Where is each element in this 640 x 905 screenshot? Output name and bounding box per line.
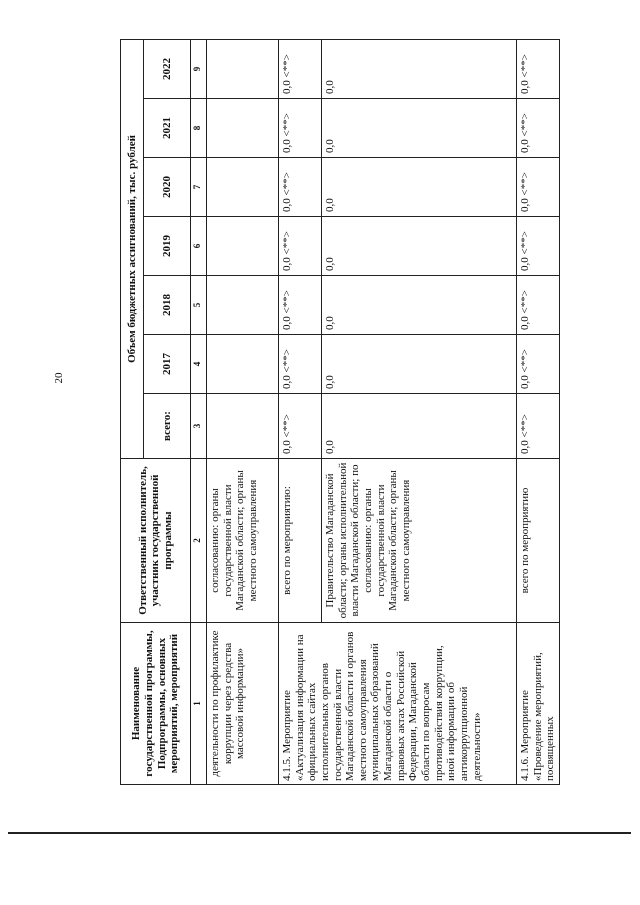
value-cell <box>207 158 279 217</box>
value-cell: 0,0 <**> <box>279 276 322 335</box>
bottom-rule <box>8 832 631 834</box>
column-number: 8 <box>191 99 207 158</box>
value-cell <box>207 39 279 98</box>
table-row <box>207 39 279 784</box>
header-year: 2018 <box>144 276 191 335</box>
row-responsible: всего по мероприятию <box>517 459 560 623</box>
value-cell: 0,0 <box>322 276 517 335</box>
row-name: 4.1.6. Мероприятие «Проведение мероприятий, посвященных <box>517 623 560 785</box>
column-number: 7 <box>191 158 207 217</box>
header-responsible: Ответственный исполнитель, участник государственной программы <box>121 459 191 623</box>
row-responsible: согласованию: органы государственной власти Магаданской области; органы местного самоуправления <box>207 459 279 623</box>
column-number: 6 <box>191 217 207 276</box>
header-year: 2017 <box>144 335 191 394</box>
value-cell <box>207 394 279 459</box>
value-cell <box>207 217 279 276</box>
row-name: 4.1.5. Мероприятие «Актуализация информации на официальных сайтах исполнительных органов государственной власти Магаданской области и органов местного самоуправления муниципальных образований Магаданской области о правовых актах Российской Федерации, Магаданской области по вопросам противодействия коррупции, иной информации об антикоррупционной деятельности» <box>279 623 517 785</box>
table-row <box>279 39 322 784</box>
row-responsible: Правительство Магаданской области; органы исполнительной власти Магаданской области; по согласованию: органы государственной власти Магаданской области; органы местного самоуправления <box>322 459 517 623</box>
row-responsible: всего по мероприятию: <box>279 459 322 623</box>
header-row-top <box>121 39 144 784</box>
value-cell: 0,0 <**> <box>279 217 322 276</box>
value-cell: 0,0 <**> <box>279 335 322 394</box>
header-budget: Объем бюджетных ассигнований, тыс. рублей <box>121 39 144 458</box>
value-cell: 0,0 <**> <box>517 158 560 217</box>
value-cell: 0,0 <**> <box>517 335 560 394</box>
column-number: 3 <box>191 394 207 459</box>
value-cell: 0,0 <**> <box>279 158 322 217</box>
column-number: 1 <box>191 623 207 785</box>
header-year: 2019 <box>144 217 191 276</box>
value-cell <box>207 335 279 394</box>
value-cell <box>207 99 279 158</box>
column-number: 5 <box>191 276 207 335</box>
value-cell: 0,0 <**> <box>279 99 322 158</box>
value-cell: 0,0 <box>322 158 517 217</box>
column-number: 4 <box>191 335 207 394</box>
value-cell: 0,0 <**> <box>517 39 560 98</box>
value-cell: 0,0 <**> <box>279 394 322 459</box>
column-number: 2 <box>191 459 207 623</box>
column-number-row <box>191 39 207 784</box>
header-year: 2020 <box>144 158 191 217</box>
value-cell: 0,0 <**> <box>517 99 560 158</box>
header-year: 2021 <box>144 99 191 158</box>
value-cell: 0,0 <**> <box>517 276 560 335</box>
row-name: деятельности по профилактике коррупции через средства массовой информации» <box>207 623 279 785</box>
column-number: 9 <box>191 39 207 98</box>
budget-table-sheet <box>120 40 557 785</box>
header-total: всего: <box>144 394 191 459</box>
value-cell: 0,0 <**> <box>517 217 560 276</box>
budget-table <box>120 39 560 785</box>
value-cell <box>207 276 279 335</box>
value-cell: 0,0 <**> <box>279 39 322 98</box>
value-cell: 0,0 <box>322 217 517 276</box>
value-cell: 0,0 <box>322 99 517 158</box>
value-cell: 0,0 <box>322 394 517 459</box>
table-row <box>517 39 560 784</box>
header-year: 2022 <box>144 39 191 98</box>
value-cell: 0,0 <**> <box>517 394 560 459</box>
value-cell: 0,0 <box>322 335 517 394</box>
value-cell: 0,0 <box>322 39 517 98</box>
page-number: 20 <box>53 372 65 384</box>
header-name: Наименование государственной программы, Подпрограммы, основных мероприятий, мероприятий <box>121 623 191 785</box>
